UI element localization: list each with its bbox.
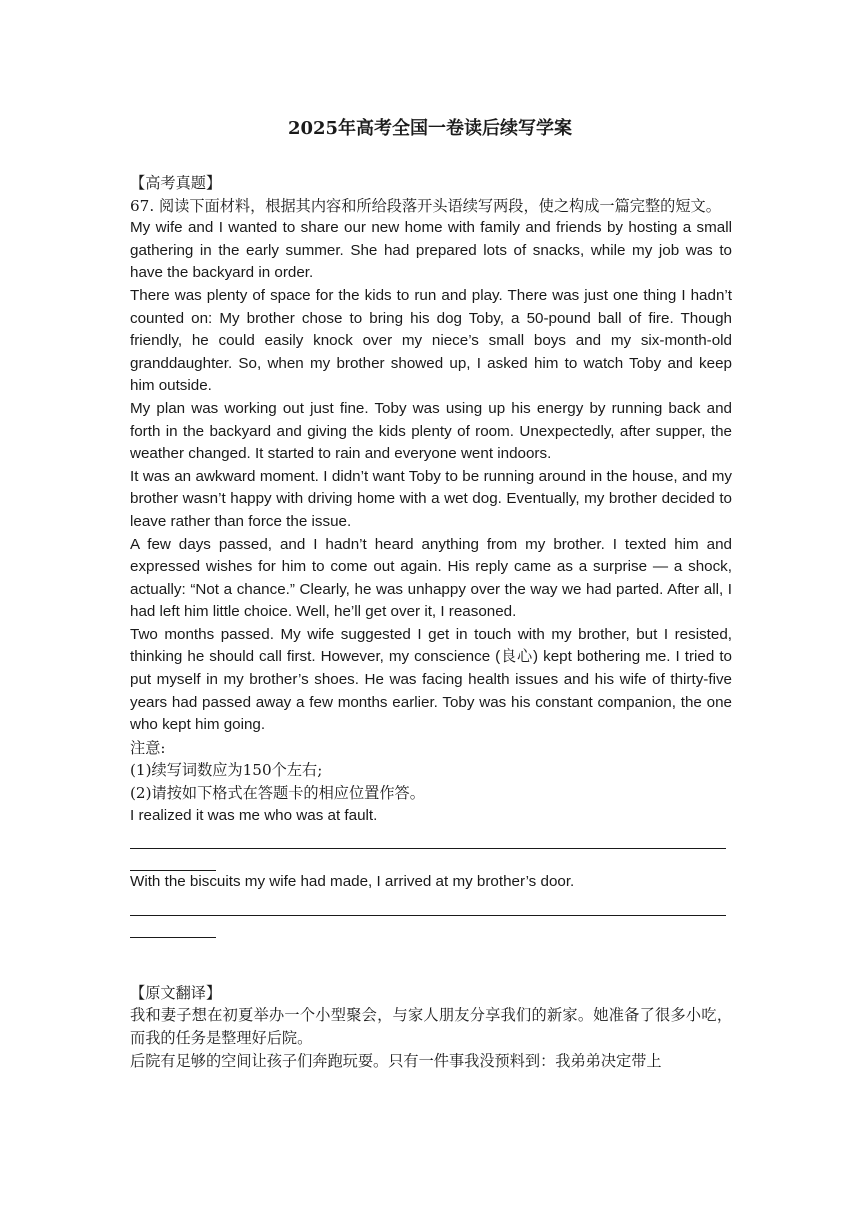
story-paragraph: Two months passed. My wife suggested I get in touch with my brother, but I resisted, thinking he should call first. However, my conscience (良心) kept bothering me. I tried to put myself in my brother’s shoes. He was facing health issues and his wife of thirty-five years had passed away a few months earlier. Toby was his constant companion, the one who kept him going.: [130, 625, 732, 734]
answer-blank-line-short: [130, 916, 216, 938]
answer-blank-line-short: [130, 849, 216, 871]
section-heading-translation: 【原文翻译】: [130, 983, 222, 1002]
translation-paragraph: 我和妻子想在初夏举办一个小型聚会，与家人朋友分享我们的新家。她准备了很多小吃，而我的任务是整理好后院。: [130, 1006, 732, 1047]
story-paragraph: My plan was working out just fine. Toby was using up his energy by running back and forth in the backyard and giving the kids plenty of room. Unexpectedly, after supper, the weather changed. It started to rain and everyone went indoors.: [130, 399, 732, 463]
prompt-paragraph-1: I realized it was me who was at fault.: [130, 806, 378, 824]
story-paragraph: It was an awkward moment. I didn’t want Toby to be running around in the house, and my brother wasn’t happy with driving home with a wet dog. Eventually, my brother decided to leave rather than force the issue.: [130, 467, 732, 530]
answer-blank-line: [130, 827, 726, 849]
section-heading-exam: 【高考真题】: [130, 174, 222, 192]
prompt-paragraph-2: With the biscuits my wife had made, I arrived at my brother’s door.: [130, 873, 575, 891]
story-paragraph: A few days passed, and I hadn’t heard anything from my brother. I texted him and expressed wishes for him to come out again. His reply came as a surprise — a shock, actually: “Not a chance.” Clearly, he was unhappy over the way we had parted. After all, I had left him little choice. Well, he’ll get over it, I reasoned.: [130, 535, 732, 621]
notes-heading: 注意:: [130, 738, 166, 757]
story-paragraph: There was plenty of space for the kids to run and play. There was just one thing I hadn’t counted on: My brother chose to bring his dog Toby, a 50-pound ball of fire. Though friendly, he could easily knock over my niece’s small boys and my six-month-old granddaughter. So, when my brother showed up, I asked him to watch Toby and keep him outside.: [130, 286, 732, 395]
document-body: [130, 172, 732, 1072]
translation-paragraph: 后院有足够的空间让孩子们奔跑玩耍。只有一件事我没预料到：我弟弟决定带上: [130, 1051, 662, 1070]
note-item: (1)续写词数应为150个左右;: [130, 761, 323, 780]
answer-blank-line: [130, 894, 726, 916]
spacer: [130, 938, 732, 982]
story-paragraph: My wife and I wanted to share our new home with family and friends by hosting a small gathering in the early summer. She had prepared lots of snacks, while my job was to have the backyard in order.: [130, 219, 732, 282]
note-item: (2)请按如下格式在答题卡的相应位置作答。: [130, 784, 425, 803]
question-instruction: 67. 阅读下面材料，根据其内容和所给段落开头语续写两段，使之构成一篇完整的短文。: [130, 196, 721, 215]
document-title: 2025年高考全国一卷读后续写学案: [287, 118, 573, 139]
